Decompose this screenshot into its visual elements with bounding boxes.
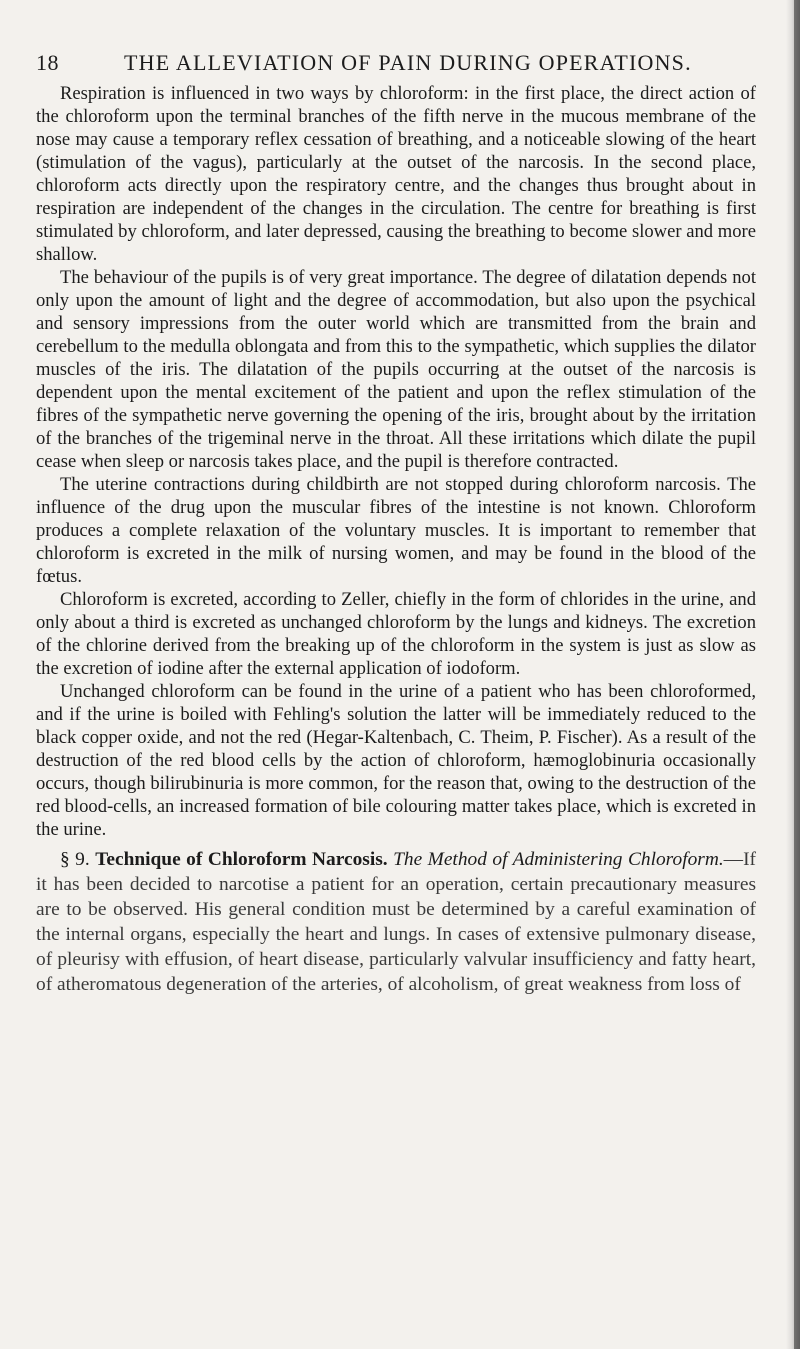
paragraph-respiration: Respiration is influenced in two ways by chloroform: in the first place, the direct action of the chloroform upon the terminal branches of the fifth nerve in the mucous membrane of the nose may cause a temporary reflex cessation of breathing, and a noticeable slowing of the heart (stimulation of the vagus), particularly at the outset of the narcosis. In the second place, chloroform acts directly upon the respiratory centre, and the changes thus brought about in respiration are independent of the changes in the circulation. The centre for breathing is first stimulated by chloroform, and later depressed, causing the breathing to become slower and more shallow. — [36, 83, 756, 265]
section-subtitle: The Method of Administering Chloroform. — [393, 849, 724, 870]
page-edge — [794, 0, 800, 1349]
page-number: 18 — [36, 50, 59, 75]
body-text — [36, 82, 756, 997]
section-text: —If it has been decided to narcotise a patient for an operation, certain precautionary measures are to be observed. His general condition must be determined by a careful examination of the internal organs, especially the heart and lungs. In cases of extensive pulmonary disease, of pleurisy with effusion, of heart disease, particularly valvular insufficiency and fatty heart, of atheromatous degeneration of the arteries, of alcoholism, of great weakness from loss of — [36, 849, 756, 995]
paragraph-uterine: The uterine contractions during childbirth are not stopped during chloroform narcosis. The influence of the drug upon the muscular fibres of the intestine is not known. Chloroform produces a complete relaxation of the voluntary muscles. It is important to remember that chloroform is excreted in the milk of nursing women, and may be found in the blood of the fœtus. — [36, 474, 756, 587]
paragraph-excretion: Chloroform is excreted, according to Zeller, chiefly in the form of chlorides in the urine, and only about a third is excreted as unchanged chloroform by the lungs and kidneys. The excretion of the chlorine derived from the breaking up of the chloroform in the system is just as slow as the excretion of iodine after the external application of iodoform. — [36, 589, 756, 679]
section-title: Technique of Chloroform Narcosis. — [95, 849, 388, 870]
section-mark: § 9. — [60, 849, 90, 870]
running-title: THE ALLEVIATION OF PAIN DURING OPERATIONS. — [124, 50, 692, 75]
paragraph-unchanged-chloroform: Unchanged chloroform can be found in the urine of a patient who has been chloroformed, and if the urine is boiled with Fehling's solution the latter will be immediately reduced to the black copper oxide, and not the red (Hegar-Kaltenbach, C. Theim, P. Fischer). As a result of the destruction of the red blood cells by the action of chloroform, hæmoglobinuria occasionally occurs, though bilirubinuria is more common, for the reason that, owing to the destruction of the red blood-cells, an increased formation of bile colouring matter takes place, which is excreted in the urine. — [36, 681, 756, 840]
paragraph-pupils: The behaviour of the pupils is of very great importance. The degree of dilatation depends not only upon the amount of light and the degree of accommodation, but also upon the psychical and sensory impressions from the outer world which are transmitted from the brain and cerebellum to the medulla oblongata and from this to the sympathetic, which supplies the dilator muscles of the iris. The dilatation of the pupils occurring at the outset of the narcosis is dependent upon the mental excitement of the patient and upon the reflex stimulation of the fibres of the sympathetic nerve governing the opening of the iris, brought about by the irritation of the branches of the trigeminal nerve in the throat. All these irritations which dilate the pupil cease when sleep or narcosis takes place, and the pupil is therefore contracted. — [36, 267, 756, 472]
page-header — [36, 50, 726, 80]
section-paragraph — [36, 847, 756, 997]
